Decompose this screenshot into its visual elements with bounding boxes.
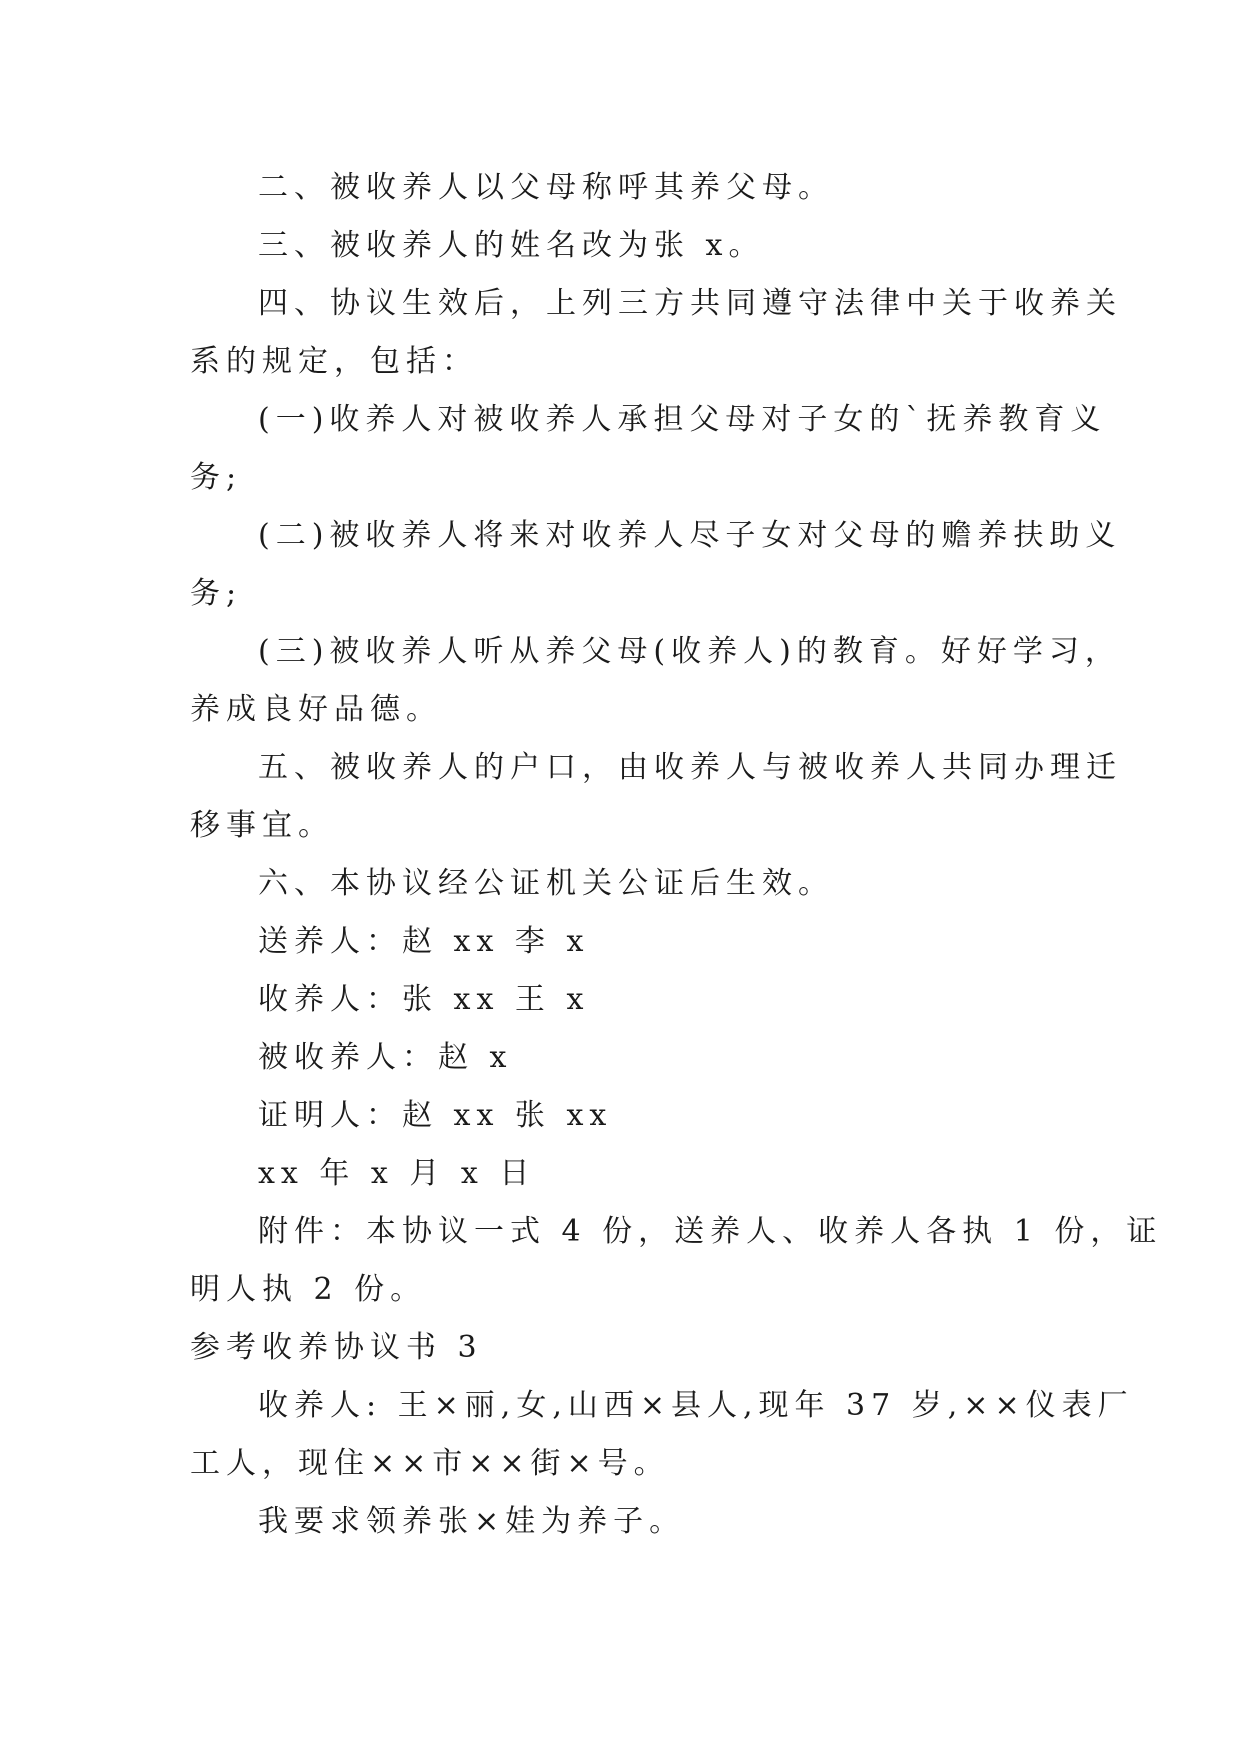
- clause-4-item-1-line-1: (一)收养人对被收养人承担父母对子女的`抚养教育义: [258, 402, 1107, 437]
- clause-5-line-1: 五、被收养人的户口，由收养人与被收养人共同办理迁: [258, 750, 1122, 785]
- signature-date: xx 年 x 月 x 日: [258, 1156, 536, 1191]
- clause-4-item-2-line-2: 务;: [190, 576, 243, 611]
- signature-witness: 证明人：赵 xx 张 xx: [258, 1098, 613, 1133]
- attachment-line-2: 明人执 2 份。: [190, 1272, 427, 1307]
- adoption-request: 我要求领养张×娃为养子。: [258, 1504, 686, 1539]
- adopter-info-line-2: 工人，现住××市××街×号。: [190, 1446, 670, 1481]
- clause-4-line-2: 系的规定，包括：: [190, 344, 478, 379]
- clause-4-line-1: 四、协议生效后，上列三方共同遵守法律中关于收养关: [258, 286, 1122, 321]
- clause-2: 二、被收养人以父母称呼其养父母。: [258, 170, 834, 205]
- signature-adoptee: 被收养人：赵 x: [258, 1040, 513, 1075]
- clause-4-item-1-line-2: 务;: [190, 460, 243, 495]
- clause-4-item-2-line-1: (二)被收养人将来对收养人尽子女对父母的赡养扶助义: [258, 518, 1122, 553]
- adopter-info-line-1: 收养人: 王×丽,女,山西×县人,现年 37 岁,××仪表厂: [258, 1388, 1134, 1423]
- clause-4-item-3-line-2: 养成良好品德。: [190, 692, 442, 727]
- clause-4-item-3-line-1: (三)被收养人听从养父母(收养人)的教育。好好学习，: [258, 634, 1121, 669]
- section-heading: 参考收养协议书 3: [190, 1330, 483, 1365]
- clause-5-line-2: 移事宜。: [190, 808, 334, 843]
- clause-6: 六、本协议经公证机关公证后生效。: [258, 866, 834, 901]
- attachment-line-1: 附件：本协议一式 4 份，送养人、收养人各执 1 份，证: [258, 1214, 1163, 1249]
- signature-adopter: 收养人：张 xx 王 x: [258, 982, 590, 1017]
- clause-3: 三、被收养人的姓名改为张 x。: [258, 228, 765, 263]
- signature-sender: 送养人：赵 xx 李 x: [258, 924, 590, 959]
